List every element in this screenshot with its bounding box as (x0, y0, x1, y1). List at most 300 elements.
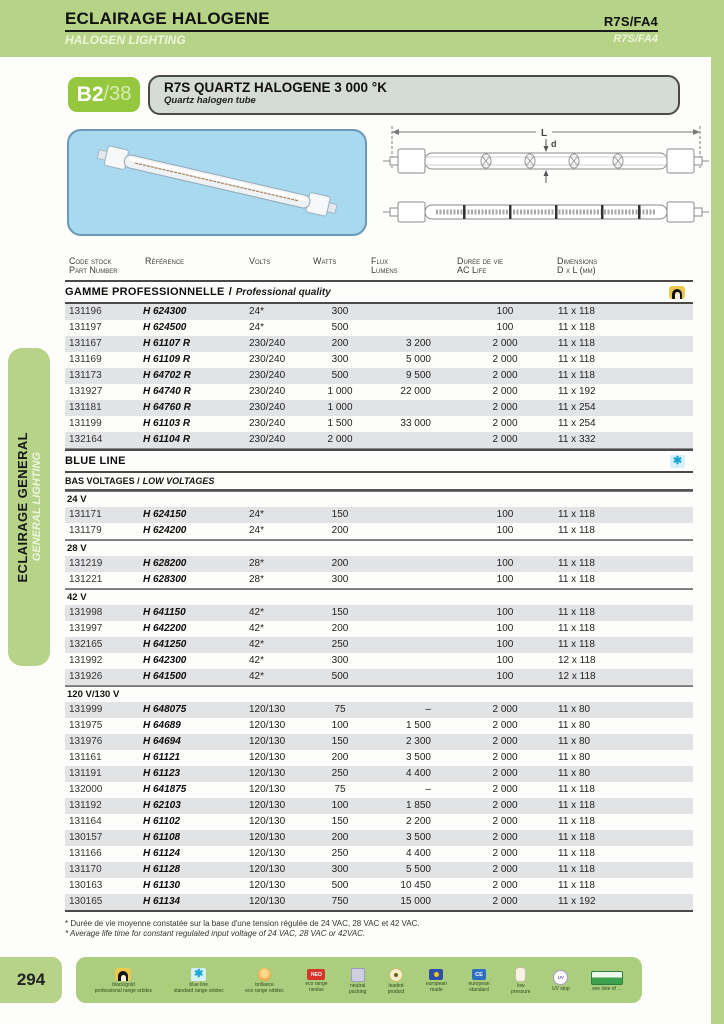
blackgold-icon (669, 286, 685, 299)
legend-item (552, 970, 570, 992)
table-cell: 2 000 (492, 736, 518, 747)
table-cell: 120/130 (249, 896, 286, 907)
footnote-en: * Average life time for constant regulated input voltage of 24 VAC, 28 VAC or 42VAC. (65, 929, 366, 938)
table-cell: H 641150 (143, 607, 186, 618)
table-cell: 230/240 (249, 354, 286, 365)
legend-label: leaded product (387, 982, 405, 995)
sidebar-category-tab[interactable] (8, 348, 50, 666)
table-cell: 300 (331, 306, 349, 317)
voltage-group-label: 28 V (65, 540, 693, 556)
table-cell: 120/130 (249, 720, 286, 731)
table-cell: 130165 (69, 896, 103, 907)
table-cell: 28* (249, 574, 265, 585)
table-cell: 230/240 (249, 370, 286, 381)
table-cell: 4 400 (405, 848, 431, 859)
table-cell (369, 637, 455, 653)
table-cell: 2 000 (492, 848, 518, 859)
table-cell: H 61109 R (143, 354, 191, 365)
table-cell: – (425, 784, 431, 795)
table-cell: 120/130 (249, 784, 286, 795)
table-cell: 2 000 (492, 864, 518, 875)
table-cell: 11 x 118 (558, 525, 595, 536)
neolux-icon: NEO (307, 969, 325, 980)
table-cell: 120/130 (249, 768, 286, 779)
table-cell: 230/240 (249, 434, 286, 445)
table-cell: 10 450 (400, 880, 431, 891)
table-cell: 131992 (69, 655, 103, 666)
legend-label: brillance eco range orbitec (245, 982, 284, 994)
product-title-box (148, 75, 680, 115)
table-cell: H 61128 (143, 864, 181, 875)
table-row (65, 637, 693, 653)
table-cell: 131164 (69, 816, 102, 827)
table-cell: 24* (249, 525, 265, 536)
table-cell: 100 (496, 509, 514, 520)
column-header: Durée de vie AC Life (457, 256, 504, 275)
legend-item (174, 968, 224, 994)
blueline-icon (191, 968, 206, 981)
dimension-diagram-svg (378, 116, 710, 251)
legend-item (388, 968, 405, 995)
table-cell: 11 x 118 (558, 848, 595, 859)
table-cell: 132165 (69, 639, 103, 650)
table-cell: 130163 (69, 880, 103, 891)
table-cell: 11 x 118 (558, 800, 595, 811)
blackgold-icon (115, 968, 131, 981)
table-cell: 22 000 (400, 386, 431, 397)
table-cell: 11 x 118 (558, 354, 595, 365)
lamp-base-code-en: R7S/FA4 (613, 33, 658, 45)
section-title-fr: GAMME PROFESSIONNELLE (65, 286, 225, 298)
table-rows-block (65, 605, 693, 686)
table-cell: 230/240 (249, 338, 286, 349)
table-cell: 12 x 118 (558, 671, 596, 682)
table-cell: 131179 (69, 525, 102, 536)
table-cell: 2 000 (492, 784, 518, 795)
table-cell: 5 500 (405, 864, 431, 875)
table-cell: H 642200 (143, 623, 187, 634)
table-cell: H 64760 R (143, 402, 191, 413)
table-cell: 12 x 118 (558, 655, 596, 666)
table-header-row (65, 253, 693, 282)
table-row (65, 750, 693, 766)
table-cell (369, 507, 455, 523)
table-cell: 100 (496, 306, 514, 317)
blueline-icon (670, 455, 685, 468)
table-cell: 300 (331, 354, 349, 365)
table-cell: 131173 (69, 370, 102, 381)
table-rows-block (65, 556, 693, 589)
table-cell: H 61102 (143, 816, 181, 827)
table-cell: 75 (334, 784, 346, 795)
table-cell: 2 000 (492, 896, 518, 907)
table-cell: 300 (331, 655, 349, 666)
table-row (65, 702, 693, 718)
table-cell: 300 (331, 864, 349, 875)
legend-item (305, 969, 327, 993)
table-cell: 11 x 192 (558, 896, 596, 907)
table-cell: H 624150 (143, 509, 187, 520)
table-cell: 42* (249, 607, 265, 618)
european-made-icon (429, 969, 443, 980)
table-row (65, 384, 693, 400)
legend-item (426, 969, 447, 993)
table-cell: 131976 (69, 736, 103, 747)
table-cell: H 64702 R (143, 370, 191, 381)
table-cell (369, 556, 455, 572)
legend-label: eco range neolux (305, 981, 328, 993)
table-cell: 131221 (69, 574, 103, 585)
footnote-fr: * Durée de vie moyenne constatée sur la base d'une tension régulée de 24 VAC, 28 VAC et 42 VAC. (65, 919, 420, 928)
table-cell: 2 300 (405, 736, 431, 747)
table-cell: 11 x 118 (558, 509, 595, 520)
table-cell: 120/130 (249, 832, 286, 843)
table-cell: 11 x 254 (558, 402, 596, 413)
table-cell: 200 (331, 525, 349, 536)
table-cell: 300 (331, 574, 349, 585)
neutral-packing-icon (351, 968, 365, 982)
table-cell: H 641875 (143, 784, 187, 795)
table-cell: H 61123 (143, 768, 181, 779)
table-rows-block (65, 507, 693, 540)
table-cell: 4 400 (405, 768, 431, 779)
table-cell: 3 500 (405, 752, 431, 763)
table-cell: 230/240 (249, 402, 286, 413)
table-cell: 2 000 (327, 434, 353, 445)
table-cell: 200 (331, 338, 349, 349)
table-cell: 100 (496, 671, 514, 682)
voltage-group-label: 42 V (65, 589, 693, 605)
table-cell: 130157 (69, 832, 103, 843)
table-cell: 131166 (69, 848, 102, 859)
footnotes (65, 919, 693, 939)
table-row (65, 605, 693, 621)
table-row (65, 653, 693, 669)
sidebar-label-fr: ECLAIRAGE GENERAL (15, 431, 30, 583)
table-cell: 131927 (69, 386, 103, 397)
table-row (65, 766, 693, 782)
table-cell: 230/240 (249, 418, 286, 429)
table-cell: 200 (331, 623, 349, 634)
european-standard-icon: CE (472, 969, 486, 980)
table-cell: 1 500 (327, 418, 353, 429)
table-cell: 120/130 (249, 848, 286, 859)
section-title: GAMME PROFESSIONNELLE / Professional quality (65, 282, 693, 304)
section-badge (68, 77, 140, 112)
table-row (65, 523, 693, 539)
table-cell: 11 x 118 (558, 880, 595, 891)
column-header: Dimensions D x L (mm) (557, 256, 598, 275)
table-cell: H 628300 (143, 574, 187, 585)
table-cell: 5 000 (405, 354, 431, 365)
sidebar-label-en: GENERAL LIGHTING (31, 452, 43, 562)
table-cell: 1 850 (405, 800, 431, 811)
table-row (65, 432, 693, 448)
table-cell: 100 (496, 655, 514, 666)
table-cell: 131170 (69, 864, 102, 875)
table-row (65, 507, 693, 523)
table-cell: 131997 (69, 623, 103, 634)
table-row (65, 621, 693, 637)
brillance-icon (258, 968, 271, 981)
section-title (65, 449, 693, 473)
table-row (65, 894, 693, 910)
table-cell (369, 621, 455, 637)
legend-item (95, 968, 153, 994)
table-cell: H 624200 (143, 525, 187, 536)
table-rows-block (65, 702, 693, 912)
table-cell: H 61130 (143, 880, 181, 891)
table-cell: 120/130 (249, 880, 286, 891)
table-cell: 1 000 (327, 386, 353, 397)
table-cell: 11 x 118 (558, 574, 595, 585)
table-cell: 33 000 (400, 418, 431, 429)
table-row (65, 814, 693, 830)
header-title-row (65, 9, 658, 32)
table-cell (369, 400, 455, 416)
table-cell: 11 x 254 (558, 418, 596, 429)
table-cell: H 64740 R (143, 386, 191, 397)
page-title-en: HALOGEN LIGHTING (65, 33, 186, 47)
table-row (65, 556, 693, 572)
table-cell: 75 (334, 704, 346, 715)
table-cell: 100 (496, 525, 514, 536)
table-cell: H 61124 (143, 848, 181, 859)
table-row (65, 782, 693, 798)
table-cell: 500 (331, 671, 349, 682)
table-row (65, 320, 693, 336)
table-cell: 11 x 118 (558, 864, 595, 875)
table-cell: H 641500 (143, 671, 187, 682)
table-cell: 11 x 118 (558, 623, 595, 634)
table-cell: 11 x 118 (558, 607, 595, 618)
table-cell: 11 x 192 (558, 386, 596, 397)
table-cell: 1 000 (327, 402, 353, 413)
table-row (65, 830, 693, 846)
table-cell (369, 653, 455, 669)
section-title-fr: BLUE LINE (65, 455, 126, 467)
table-cell: 250 (331, 768, 349, 779)
leaded-product-icon (389, 968, 403, 982)
table-cell: 132000 (69, 784, 103, 795)
table-cell: 230/240 (249, 386, 286, 397)
legend-label: european standard (468, 981, 490, 993)
svg-text:d: d (551, 139, 557, 149)
table-cell: 131998 (69, 607, 103, 618)
table-cell: 131197 (69, 322, 102, 333)
table-cell: 250 (331, 848, 349, 859)
table-cell (369, 605, 455, 621)
table-cell: 131999 (69, 704, 103, 715)
table-row (65, 572, 693, 588)
table-row (65, 798, 693, 814)
dimension-diagram (378, 116, 710, 251)
table-cell: 2 000 (492, 418, 518, 429)
legend-item (245, 968, 284, 994)
column-header: Volts (249, 256, 271, 266)
table-cell: H 624300 (143, 306, 187, 317)
lamp-base-code: R7S/FA4 (603, 14, 658, 29)
table-cell: H 61104 R (143, 434, 191, 445)
table-cell: 2 000 (492, 402, 518, 413)
table-cell: 2 000 (492, 370, 518, 381)
table-cell: 15 000 (400, 896, 431, 907)
table-cell: 11 x 80 (558, 736, 591, 747)
table-cell (369, 304, 455, 320)
uv-stop-icon: UV (553, 970, 568, 985)
table-cell: 11 x 118 (558, 784, 595, 795)
table-cell: 24* (249, 322, 265, 333)
table-cell: 3 200 (405, 338, 431, 349)
table-row (65, 416, 693, 432)
table-cell: 11 x 118 (558, 338, 595, 349)
table-cell: 42* (249, 655, 265, 666)
table-cell: 3 500 (405, 832, 431, 843)
table-cell: 28* (249, 558, 265, 569)
table-cell: 100 (496, 639, 514, 650)
table-cell: 2 000 (492, 434, 518, 445)
legend-label: european made (425, 981, 447, 993)
table-cell: H 61103 R (143, 418, 191, 429)
table-cell: H 61121 (143, 752, 181, 763)
table-cell: – (425, 704, 431, 715)
table-row (65, 336, 693, 352)
table-cell: H 628200 (143, 558, 187, 569)
table-cell: 2 000 (492, 800, 518, 811)
right-margin-strip (711, 57, 724, 1024)
table-cell: 2 000 (492, 338, 518, 349)
table-cell: H 641250 (143, 639, 187, 650)
badge-page-ref: /38 (103, 83, 132, 105)
legend-label: neutral packing (349, 982, 367, 995)
table-cell: 2 000 (492, 354, 518, 365)
table-cell: 11 x 332 (558, 434, 596, 445)
product-photo (67, 129, 367, 236)
table-cell: 100 (496, 558, 514, 569)
legend-item (468, 969, 489, 993)
legend-item (511, 967, 530, 995)
product-subtitle: Quartz halogen tube (164, 95, 256, 106)
voltage-group-label: 24 V (65, 491, 693, 507)
table-cell: 120/130 (249, 736, 286, 747)
table-cell (369, 572, 455, 588)
table-cell: 120/130 (249, 752, 286, 763)
table-cell: 200 (331, 752, 349, 763)
legend-label: low pressure (511, 983, 531, 995)
table-row (65, 400, 693, 416)
table-cell: 500 (331, 880, 349, 891)
table-row (65, 862, 693, 878)
table-cell: 131926 (69, 671, 103, 682)
svg-text:L: L (541, 128, 548, 139)
page-header-band (0, 0, 724, 57)
table-cell: 11 x 118 (558, 558, 595, 569)
table-cell: 24* (249, 509, 265, 520)
table-cell: 2 000 (492, 880, 518, 891)
badge-code: B2 (76, 82, 104, 106)
table-cell: 131171 (69, 509, 102, 520)
brand-logo-icon (591, 971, 623, 985)
product-table (65, 253, 693, 912)
table-cell: 150 (331, 509, 349, 520)
table-cell: 11 x 118 (558, 639, 595, 650)
table-cell (369, 669, 455, 685)
table-cell: 11 x 118 (558, 322, 595, 333)
table-cell: 42* (249, 623, 265, 634)
column-header: Référence (145, 256, 185, 266)
table-row (65, 718, 693, 734)
table-cell: H 62103 (143, 800, 181, 811)
table-cell: 2 000 (492, 768, 518, 779)
table-cell: 100 (496, 623, 514, 634)
table-cell: 2 000 (492, 832, 518, 843)
table-cell: 250 (331, 639, 349, 650)
table-cell: 131161 (69, 752, 102, 763)
table-cell: H 61134 (143, 896, 181, 907)
table-cell: 131191 (69, 768, 102, 779)
table-cell: 11 x 118 (558, 370, 595, 381)
table-cell (369, 523, 455, 539)
table-cell: H 64689 (143, 720, 181, 731)
legend-item (349, 968, 366, 995)
table-rows-block (65, 304, 693, 449)
low-pressure-icon (515, 967, 526, 982)
page-number: 294 (0, 957, 62, 1003)
table-cell: 11 x 118 (558, 832, 595, 843)
table-row (65, 368, 693, 384)
legend-label: blue line standard range orbitec (173, 982, 224, 994)
legend-label: UV stop (551, 986, 570, 992)
table-cell: H 642300 (143, 655, 187, 666)
column-header: Watts (313, 256, 337, 266)
legend-bar (76, 957, 642, 1003)
table-row (65, 669, 693, 685)
table-cell: 11 x 80 (558, 752, 591, 763)
product-title: R7S QUARTZ HALOGENE 3 000 °K (164, 80, 387, 95)
table-cell: 24* (249, 306, 265, 317)
table-cell: 42* (249, 639, 265, 650)
table-cell: 150 (331, 736, 349, 747)
voltage-group-label: 120 V/130 V (65, 686, 693, 702)
table-cell: 100 (496, 574, 514, 585)
table-row (65, 878, 693, 894)
table-cell: 100 (331, 800, 349, 811)
table-cell: H 61108 (143, 832, 181, 843)
table-cell: 150 (331, 816, 349, 827)
header-subtitle-row (65, 33, 658, 47)
table-cell: 2 000 (492, 720, 518, 731)
table-cell: H 61107 R (143, 338, 191, 349)
table-cell: H 624500 (143, 322, 187, 333)
table-cell (369, 320, 455, 336)
column-header: Flux Lumens (371, 256, 398, 275)
main-content (65, 253, 693, 939)
table-cell: 131192 (69, 800, 102, 811)
table-cell: 2 200 (405, 816, 431, 827)
table-cell: 9 500 (405, 370, 431, 381)
table-cell: 100 (331, 720, 349, 731)
table-cell: 11 x 118 (558, 306, 595, 317)
table-cell: 11 x 118 (558, 816, 595, 827)
voltage-subheader: BAS VOLTAGES / LOW VOLTAGES (65, 473, 693, 491)
table-cell: H 648075 (143, 704, 187, 715)
table-row (65, 734, 693, 750)
table-cell: 120/130 (249, 800, 286, 811)
table-row (65, 846, 693, 862)
table-cell: 500 (331, 322, 349, 333)
table-cell: 131975 (69, 720, 103, 731)
table-cell: 131219 (69, 558, 103, 569)
